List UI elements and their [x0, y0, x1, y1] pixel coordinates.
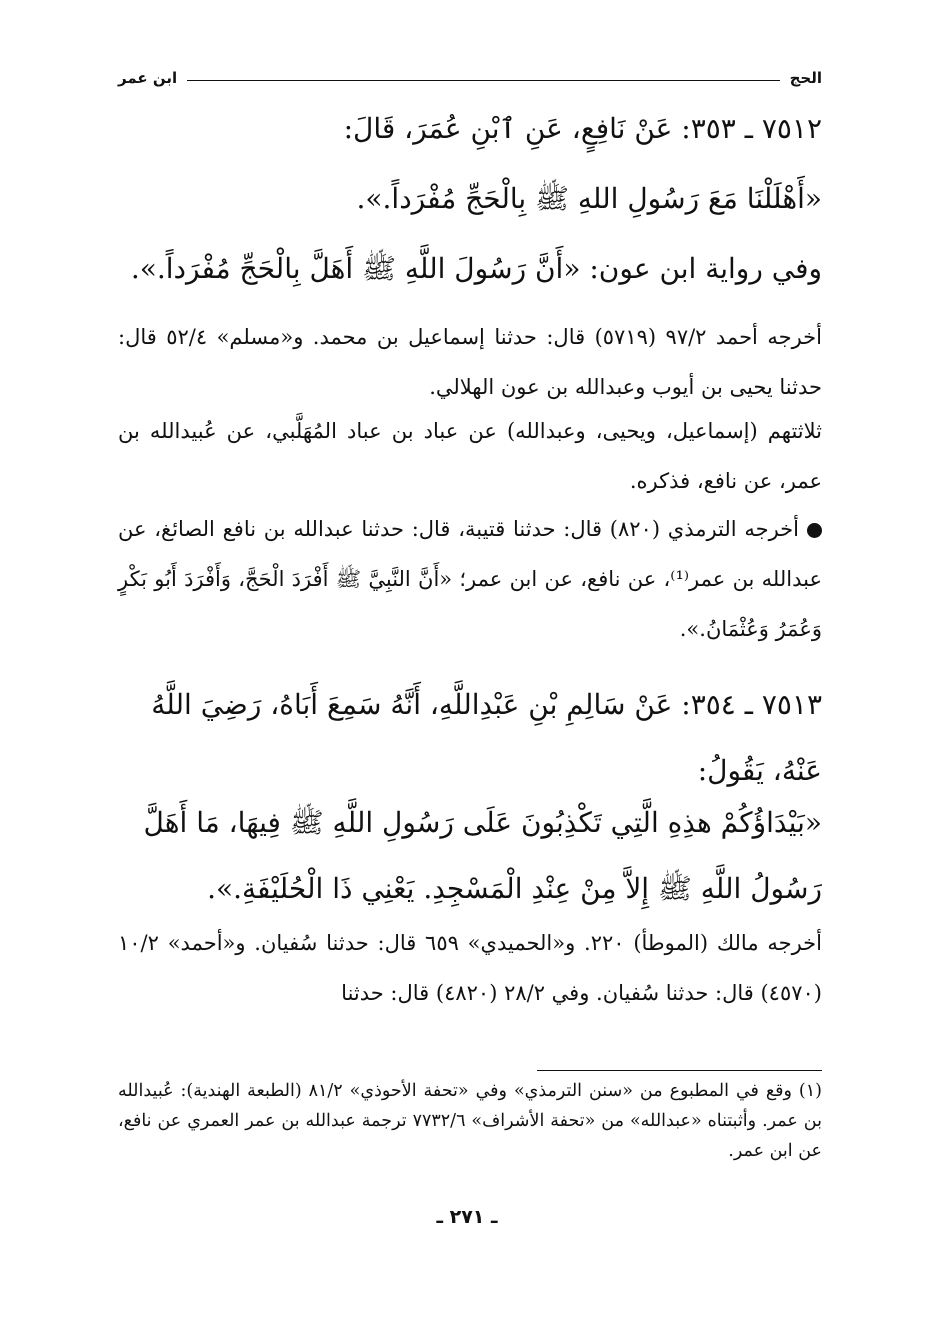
- takhrij-7512-para-2: ثلاثتهم (إسماعيل، ويحيى، وعبدالله) عن عباد بن عباد المُهَلَّبي، عن عُبيدالله بن عمر، عن نافع، فذكره.: [118, 419, 822, 493]
- hadith-7513-isnad: ٧٥١٣ ـ ٣٥٤: عَنْ سَالِمِ بْنِ عَبْدِاللَّهِ، أَنَّهُ سَمِعَ أَبَاهُ، رَضِيَ اللَّهُ عَنْهُ، يَقُولُ:: [151, 688, 822, 787]
- header-chapter: الحج: [789, 69, 822, 87]
- takhrij-7512-para-3-text: أخرجه الترمذي (٨٢٠) قال: حدثنا قتيبة، قال: حدثنا عبدالله بن نافع الصائغ، عن عبدالله بن عمر⁽¹⁾، عن نافع، عن ابن عمر؛ «أَنَّ النَّبِيَّ ﷺ أَفْرَدَ الْحَجَّ، وَأَفْرَدَ أَبُو بَكْرٍ وَعُمَرُ وَعُثْمَانُ.».: [118, 517, 822, 641]
- bullet-icon: [807, 523, 822, 538]
- footnote-1: (١) وقع في المطبوع من «سنن الترمذي» وفي «تحفة الأحوذي» ٨١/٢ (الطبعة الهندية): عُبيدالله بن عمر. وأثبتناه «عبدالله» من «تحفة الأشراف» ٧٧٣٢/٦ ترجمة عبدالله بن عمر العمري عن نافع، عن ابن عمر.: [118, 1081, 822, 1161]
- running-header: [118, 66, 822, 90]
- takhrij-7512-para-3: [118, 504, 822, 654]
- takhrij-7513-para-1: أخرجه مالك (الموطأ) ٢٢٠. و«الحميدي» ٦٥٩ قال: حدثنا سُفيان. و«أحمد» ١٠/٢ (٤٥٧٠) قال: حدثنا سُفيان. وفي ٢٨/٢ (٤٨٢٠) قال: حدثنا: [118, 931, 822, 1005]
- header-rule: [187, 80, 779, 81]
- hadith-7512-isnad: ٧٥١٢ ـ ٣٥٣: عَنْ نَافِعٍ، عَنِ ٱبْنِ عُمَرَ، قَالَ:: [343, 112, 822, 145]
- hadith-7512-variant: وفي رواية ابن عون: «أَنَّ رَسُولَ اللَّهِ ﷺ أَهَلَّ بِالْحَجِّ مُفْرَداً.».: [130, 252, 822, 285]
- header-narrator: ابن عمر: [118, 69, 178, 87]
- hadith-7513-matn: «بَيْدَاؤُكُمْ هذِهِ الَّتِي تَكْذِبُونَ عَلَى رَسُولِ اللَّهِ ﷺ فِيهَا، مَا أَهَلَّ رَسُولُ اللَّهِ ﷺ إِلاَّ مِنْ عِنْدِ الْمَسْجِدِ. يَعْنِي ذَا الْحُلَيْفَةِ.».: [143, 806, 822, 905]
- page-number: ـ ٢٧١ ـ: [436, 1206, 498, 1228]
- footnote-rule: [537, 1070, 822, 1071]
- hadith-7512-matn: «أَهْلَلْنَا مَعَ رَسُولِ اللهِ ﷺ بِالْحَجِّ مُفْرَداً.».: [356, 182, 822, 215]
- takhrij-7512-para-1: أخرجه أحمد ٩٧/٢ (٥٧١٩) قال: حدثنا إسماعيل بن محمد. و«مسلم» ٥٢/٤ قال: حدثنا يحيى بن أيوب وعبدالله بن عون الهلالي.: [118, 325, 822, 399]
